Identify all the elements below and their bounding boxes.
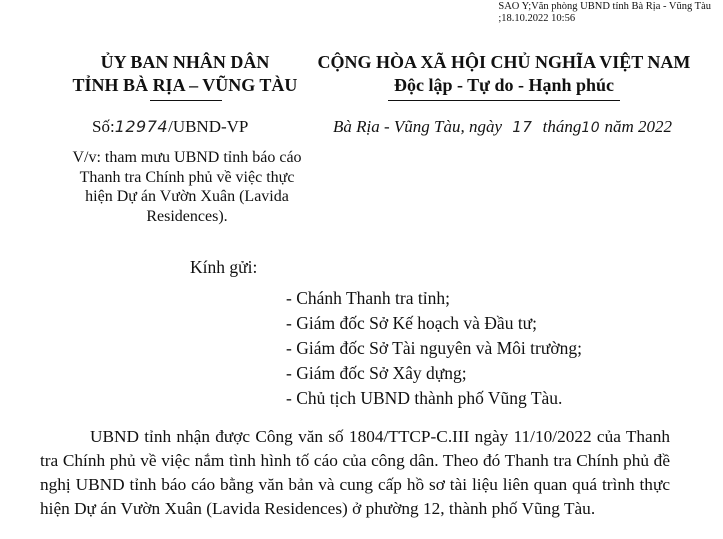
- copy-stamp: [498, 1, 711, 25]
- issue-date: [333, 117, 672, 137]
- recipient-item: - Giám đốc Sở Tài nguyên và Môi trường;: [286, 338, 582, 358]
- date-month-handwritten: 10: [581, 120, 601, 136]
- subject-block: [52, 148, 322, 226]
- recipient-item: - Chánh Thanh tra tỉnh;: [286, 288, 450, 308]
- national-motto-line1: CỘNG HÒA XÃ HỘI CHỦ NGHĨA VIỆT NAM: [317, 52, 691, 72]
- recipients-list: [286, 286, 582, 411]
- agency-name-line1: ỦY BAN NHÂN DÂN: [100, 52, 270, 72]
- document-number-suffix: /UBND-VP: [168, 117, 249, 136]
- copy-stamp-line2: ;18.10.2022 10:56: [498, 13, 576, 24]
- date-month-label: tháng: [542, 117, 582, 136]
- date-year: năm 2022: [604, 117, 672, 136]
- document-number-handwritten: 12974: [114, 117, 169, 136]
- motto-underline: [388, 100, 620, 101]
- subject-line: Thanh tra Chính phủ về việc thực: [79, 168, 295, 186]
- agency-name-line2: TỈNH BÀ RỊA – VŨNG TÀU: [72, 75, 298, 95]
- document-number: [92, 117, 248, 137]
- recipient-item: - Giám đốc Sở Xây dựng;: [286, 363, 467, 383]
- recipient-item: - Chủ tịch UBND thành phố Vũng Tàu.: [286, 388, 563, 408]
- date-day-handwritten: 17: [512, 118, 533, 136]
- subject-line: Residences).: [146, 207, 228, 225]
- subject-line: V/v: tham mưu UBND tỉnh báo cáo: [72, 149, 302, 166]
- body-paragraph: UBND tỉnh nhận được Công văn số 1804/TTCP-C.III ngày 11/10/2022 của Thanh tra Chính phủ về việc nắm tình hình tố cáo của công dân. Theo đó Thanh tra Chính phủ đề nghị UBND tỉnh báo cáo bằng văn bản và cung cấp hồ sơ tài liệu liên quan quá trình thực hiện Dự án Vườn Xuân (Lavida Residences) ở phường 12, thành phố Vũng Tàu.: [40, 427, 670, 518]
- document-number-prefix: Số:: [92, 117, 115, 136]
- recipient-item: - Giám đốc Sở Kế hoạch và Đầu tư;: [286, 313, 538, 333]
- subject-line: hiện Dự án Vườn Xuân (Lavida: [85, 188, 289, 205]
- date-prefix: Bà Rịa - Vũng Tàu, ngày: [333, 117, 503, 136]
- recipients-label: Kính gửi:: [190, 257, 258, 277]
- agency-underline: [150, 100, 222, 101]
- copy-stamp-line1: SAO Y;Văn phòng UBND tỉnh Bà Rịa - Vũng Tàu: [498, 1, 711, 12]
- national-motto-line2: Độc lập - Tự do - Hạnh phúc: [393, 75, 615, 95]
